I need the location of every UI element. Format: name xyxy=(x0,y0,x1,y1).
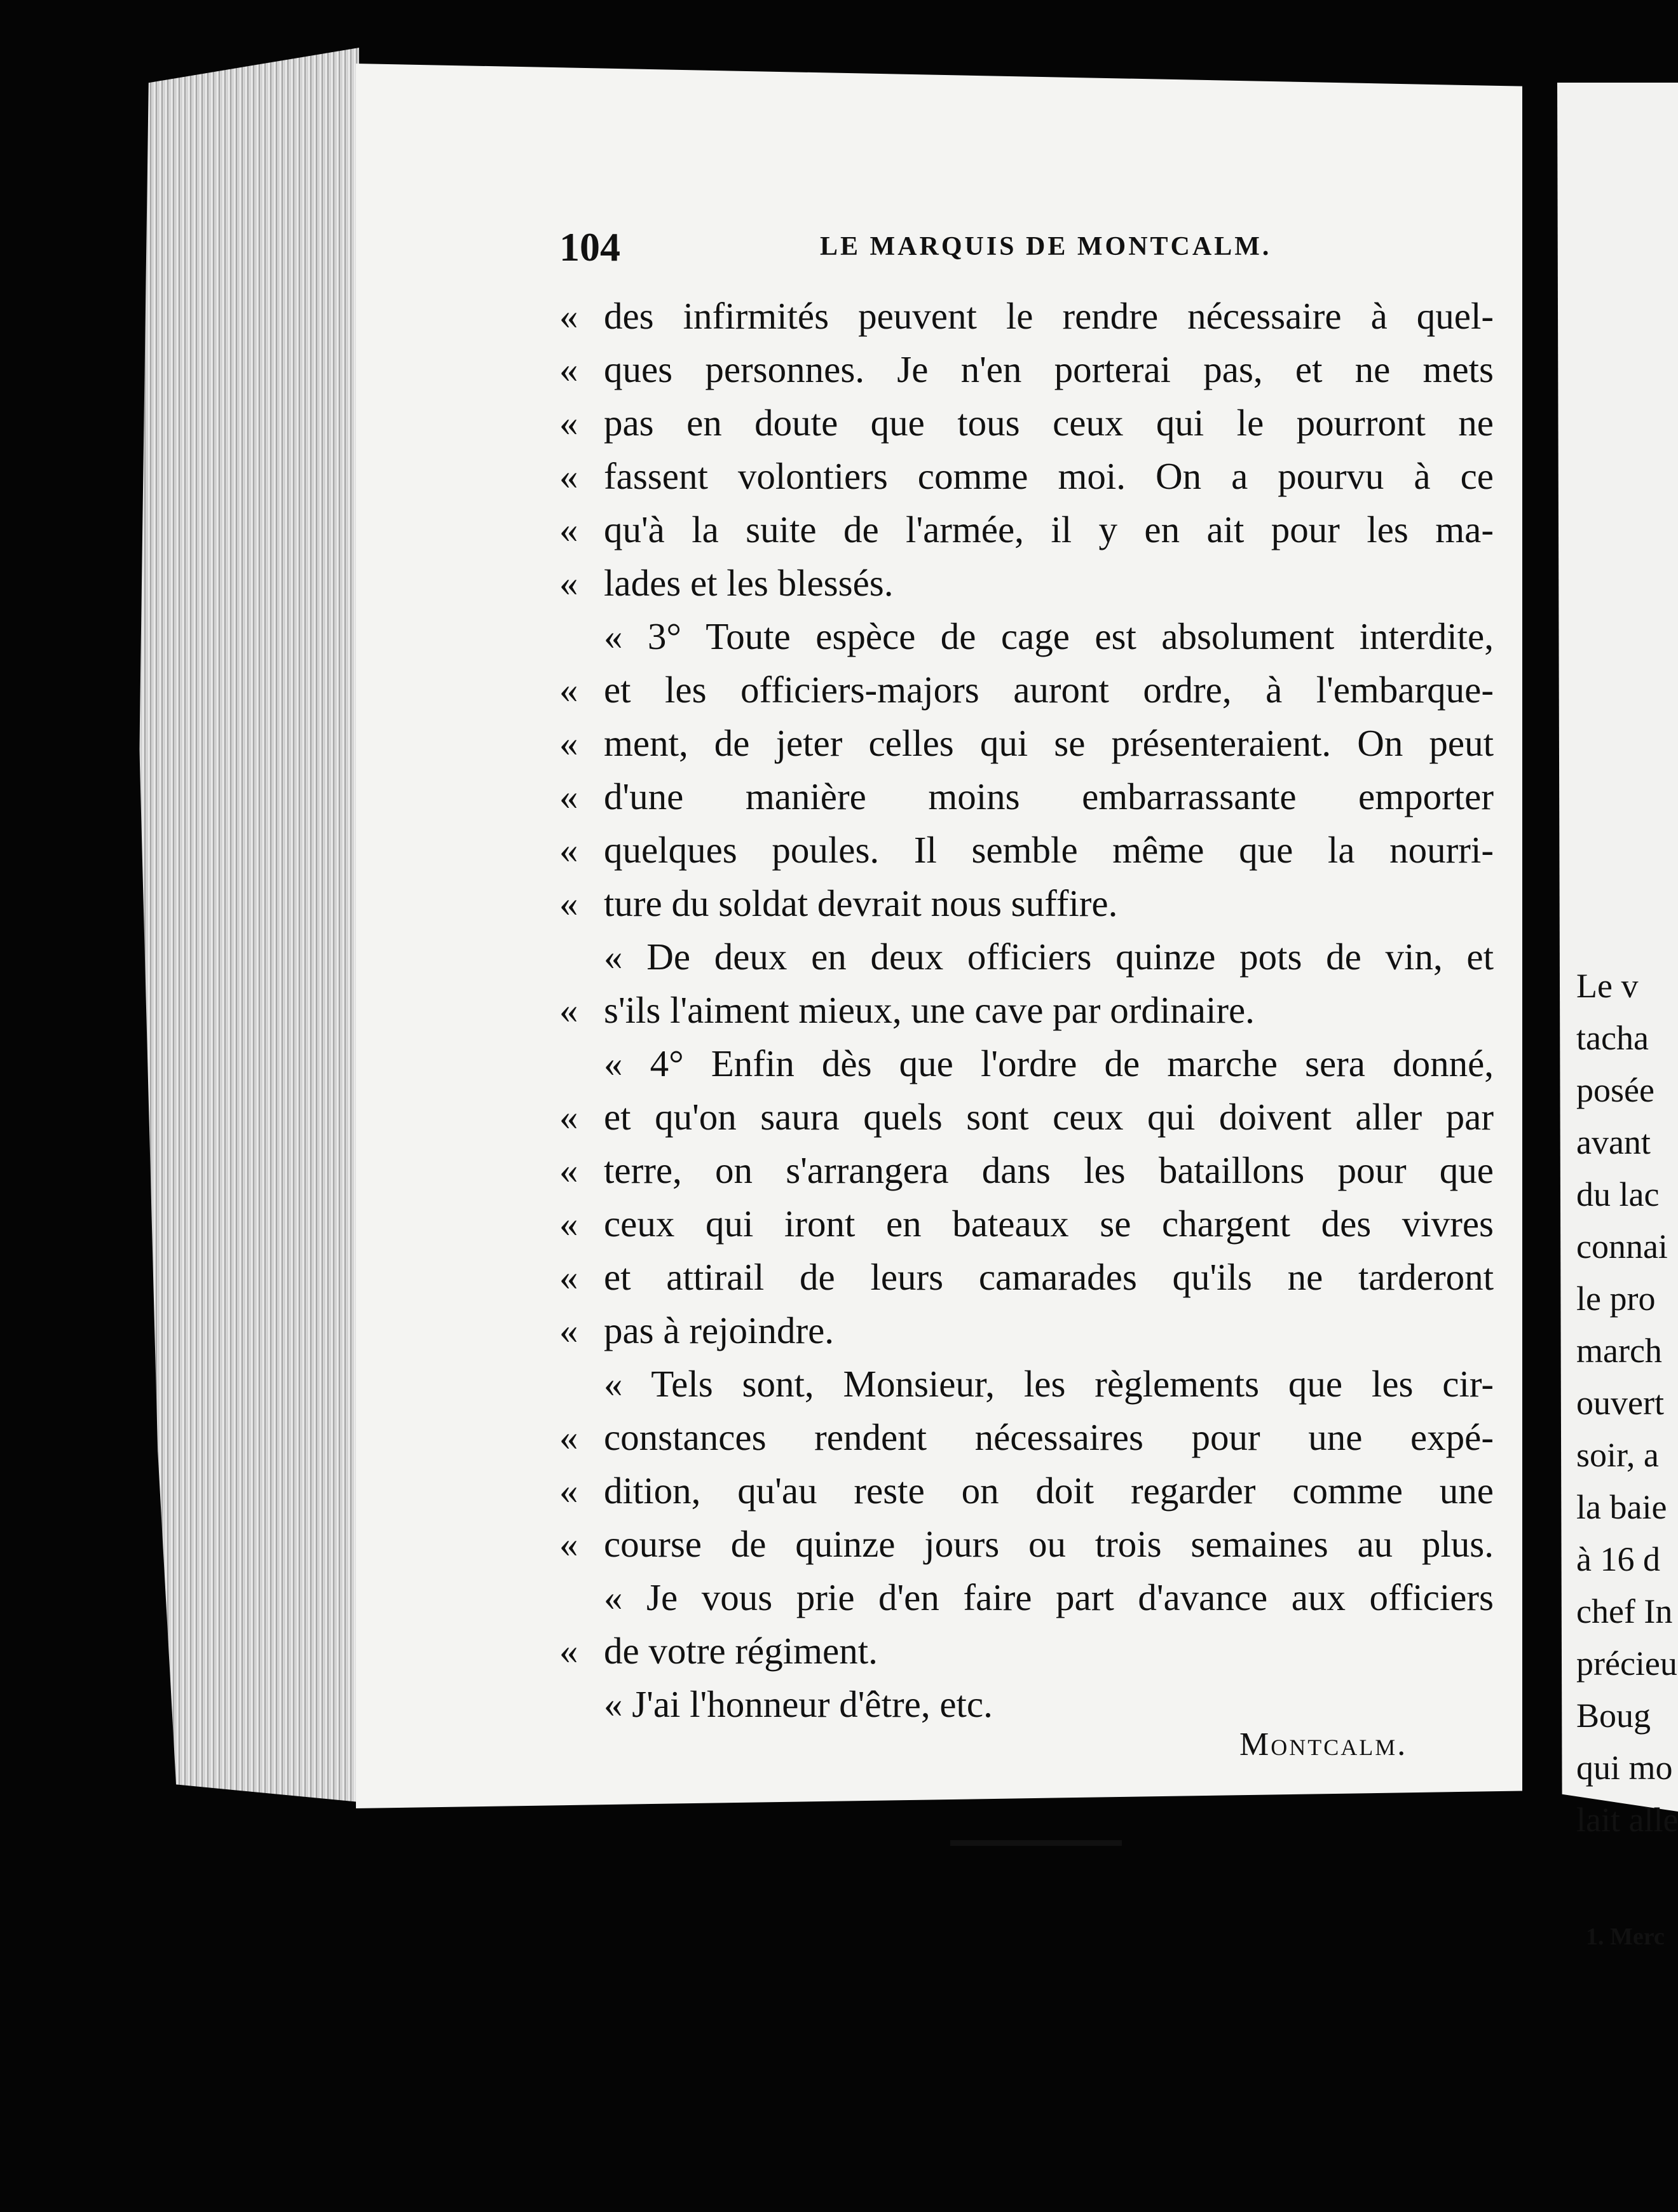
text-line xyxy=(559,396,1494,449)
quote-mark xyxy=(559,1571,604,1624)
line-text: constances rendent nécessaires pour une expé- xyxy=(604,1416,1494,1458)
quote-mark: « xyxy=(559,775,578,817)
right-page-line: lait alle xyxy=(1576,1801,1678,1839)
line-text: « 4° Enfin dès que l'ordre de marche sera donné, xyxy=(604,1042,1494,1084)
page-number: 104 xyxy=(559,224,620,270)
quote-mark: « xyxy=(559,1309,578,1351)
quote-mark: « xyxy=(559,1630,578,1672)
right-page-line: le pro xyxy=(1576,1280,1656,1318)
text-line xyxy=(559,343,1494,396)
line-text: course de quinze jours ou trois semaines au plus. xyxy=(604,1523,1494,1565)
line-text: « Je vous prie d'en faire part d'avance aux officiers xyxy=(604,1576,1494,1618)
line-text: « 3° Toute espèce de cage est absolument interdite, xyxy=(604,615,1494,657)
book-page-edges xyxy=(130,48,359,1802)
text-line xyxy=(559,1037,1494,1090)
quote-mark: « xyxy=(559,669,578,711)
text-line xyxy=(559,930,1494,983)
quote-mark xyxy=(559,1357,604,1410)
signature: Montcalm. xyxy=(1239,1726,1408,1763)
text-line xyxy=(559,663,1494,716)
quote-mark: « xyxy=(559,562,578,604)
line-text: ques personnes. Je n'en porterai pas, et ne mets xyxy=(604,348,1494,390)
quote-mark: « xyxy=(559,1149,578,1191)
line-text: ceux qui iront en bateaux se chargent des vivres xyxy=(604,1203,1494,1245)
quote-mark: « xyxy=(559,722,578,764)
text-line xyxy=(559,1410,1494,1464)
right-page-line: tacha xyxy=(1576,1019,1649,1057)
quote-mark xyxy=(559,610,604,663)
right-page-line: Le v xyxy=(1576,967,1639,1005)
line-text: pas à rejoindre. xyxy=(604,1309,835,1351)
text-line xyxy=(559,289,1494,343)
line-text: de votre régiment. xyxy=(604,1630,878,1672)
right-page-line: précieu xyxy=(1576,1644,1677,1683)
quote-mark: « xyxy=(559,1470,578,1512)
right-page-line: qui mo xyxy=(1576,1749,1673,1787)
text-line xyxy=(559,1250,1494,1304)
line-text: ture du soldat devrait nous suffire. xyxy=(604,882,1118,924)
text-line xyxy=(559,1677,1494,1731)
quote-mark: « xyxy=(559,1096,578,1138)
quote-mark: « xyxy=(559,295,578,337)
line-text: qu'à la suite de l'armée, il y en ait pour les ma- xyxy=(604,509,1494,550)
body-text xyxy=(559,289,1494,1731)
quote-mark: « xyxy=(559,1416,578,1458)
right-page-line: chef In xyxy=(1576,1592,1673,1630)
text-line xyxy=(559,1624,1494,1677)
quote-mark xyxy=(559,1677,604,1731)
line-text: lades et les blessés. xyxy=(604,562,894,604)
right-page-line: la baie xyxy=(1576,1488,1667,1526)
text-line xyxy=(559,1517,1494,1571)
text-line xyxy=(559,1464,1494,1517)
line-text: terre, on s'arrangera dans les bataillons pour que xyxy=(604,1149,1494,1191)
right-page-line: soir, a xyxy=(1576,1436,1659,1474)
line-text: « Tels sont, Monsieur, les règlements que les cir- xyxy=(604,1363,1494,1405)
text-line xyxy=(559,1571,1494,1624)
right-page-footnote: 1. Merc xyxy=(1586,1923,1665,1950)
quote-mark: « xyxy=(559,829,578,871)
text-line xyxy=(559,449,1494,503)
line-text: et qu'on saura quels sont ceux qui doivent aller par xyxy=(604,1096,1494,1138)
text-line xyxy=(559,983,1494,1037)
right-page-line: ouvert xyxy=(1576,1384,1664,1422)
text-line xyxy=(559,503,1494,556)
text-line xyxy=(559,1090,1494,1144)
text-line xyxy=(559,770,1494,823)
text-line xyxy=(559,1144,1494,1197)
text-line xyxy=(559,610,1494,663)
right-page-line: posée xyxy=(1576,1071,1654,1109)
quote-mark: « xyxy=(559,989,578,1031)
quote-mark: « xyxy=(559,402,578,444)
right-page-line: à 16 d xyxy=(1576,1540,1660,1578)
end-rule xyxy=(950,1840,1122,1846)
line-text: « De deux en deux officiers quinze pots de vin, et xyxy=(604,936,1494,978)
text-line xyxy=(559,1304,1494,1357)
quote-mark: « xyxy=(559,1203,578,1245)
right-page-line: connai xyxy=(1576,1227,1668,1266)
quote-mark: « xyxy=(559,882,578,924)
line-text: des infirmités peuvent le rendre nécessaire à quel- xyxy=(604,295,1494,337)
right-page-text xyxy=(1576,960,1678,1846)
text-line xyxy=(559,1357,1494,1410)
line-text: ment, de jeter celles qui se présenteraient. On peut xyxy=(604,722,1494,764)
right-page-line: avant xyxy=(1576,1123,1651,1161)
right-page-line: Boug xyxy=(1576,1697,1651,1735)
text-line xyxy=(559,823,1494,877)
page-header xyxy=(0,224,1678,268)
quote-mark xyxy=(559,1037,604,1090)
line-text: fassent volontiers comme moi. On a pourvu à ce xyxy=(604,455,1494,497)
text-line xyxy=(559,556,1494,610)
text-line xyxy=(559,716,1494,770)
line-text: quelques poules. Il semble même que la nourri- xyxy=(604,829,1494,871)
right-page-line: du lac xyxy=(1576,1175,1660,1213)
right-page-line: march xyxy=(1576,1332,1662,1370)
line-text: et les officiers-majors auront ordre, à l'embarque- xyxy=(604,669,1494,711)
text-line xyxy=(559,877,1494,930)
line-text: « J'ai l'honneur d'être, etc. xyxy=(604,1683,993,1725)
text-line xyxy=(559,1197,1494,1250)
line-text: pas en doute que tous ceux qui le pourront ne xyxy=(604,402,1494,444)
line-text: d'une manière moins embarrassante emporter xyxy=(604,775,1494,817)
quote-mark: « xyxy=(559,455,578,497)
quote-mark: « xyxy=(559,1523,578,1565)
line-text: et attirail de leurs camarades qu'ils ne tarderont xyxy=(604,1256,1494,1298)
line-text: dition, qu'au reste on doit regarder comme une xyxy=(604,1470,1494,1512)
quote-mark: « xyxy=(559,509,578,550)
running-title: LE MARQUIS DE MONTCALM. xyxy=(820,232,1272,261)
quote-mark: « xyxy=(559,1256,578,1298)
quote-mark xyxy=(559,930,604,983)
line-text: s'ils l'aiment mieux, une cave par ordinaire. xyxy=(604,989,1255,1031)
quote-mark: « xyxy=(559,348,578,390)
